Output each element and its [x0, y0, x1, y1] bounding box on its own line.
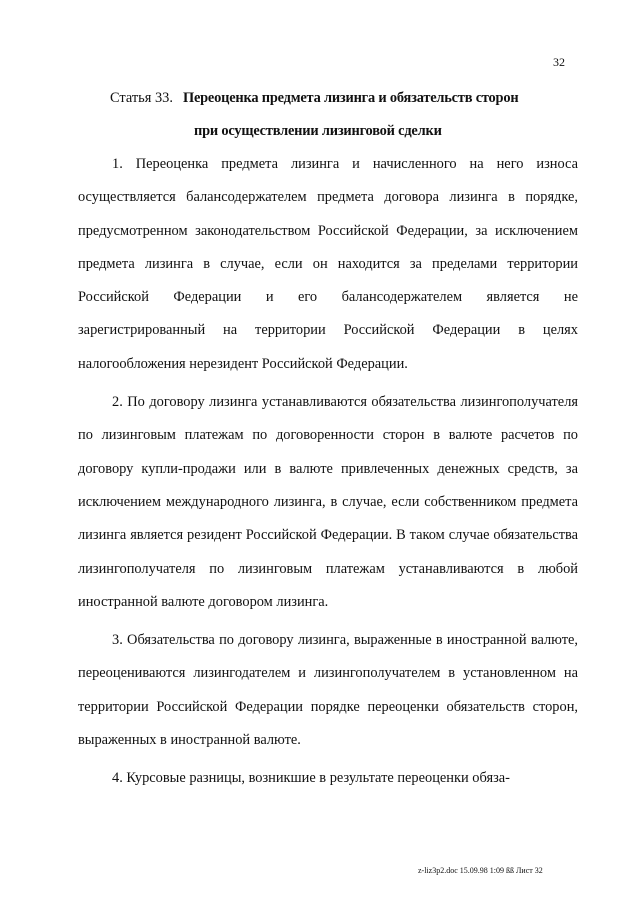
paragraph-4: 4. Курсовые разницы, возникшие в результате переоценки обяза- — [112, 770, 510, 787]
paragraph-2: 2. По договору лизинга устанавливаются обязательства лизингополучателя по лизинговым платежам по договоренности сторон в валюте расчетов по договору купли-продажи или в валюте привлеченных денежных средств, за исключением международного лизинга, в случае, если собственником предмета лизинга является резидент Российской Федерации. В таком случае обязательства лизингополучателя по лизинговым платежам устанавливаются в любой иностранной валюте договором лизинга. — [78, 394, 578, 610]
document-footer: z-liz3p2.doc 15.09.98 1:09 ßß Лист 32 — [418, 866, 543, 875]
article-body — [78, 148, 578, 796]
page-number: 32 — [553, 55, 565, 69]
paragraph-1: 1. Переоценка предмета лизинга и начисленного на него износа осуществляется балансодержателем предмета договора лизинга в порядке, предусмотренном законодательством Российской Федерации, за исключением предмета лизинга в случае, если он находится за пределами территории Российской Федерации и его балансодержателем является не зарегистрированный на территории Российской Федерации в целях налогообложения нерезидент Российской Федерации. — [78, 156, 578, 372]
paragraph-3: 3. Обязательства по договору лизинга, выраженные в иностранной валюте, переоцениваются лизингодателем и лизингополучателем в установленном на территории Российской Федерации порядке переоценки обязательств сторон, выраженных в иностранной валюте. — [78, 632, 578, 749]
article-title-line2: при осуществлении лизинговой сделки — [194, 123, 442, 139]
article-number: Статья 33. — [110, 90, 173, 106]
article-title-line1: Переоценка предмета лизинга и обязательств сторон — [182, 90, 519, 106]
